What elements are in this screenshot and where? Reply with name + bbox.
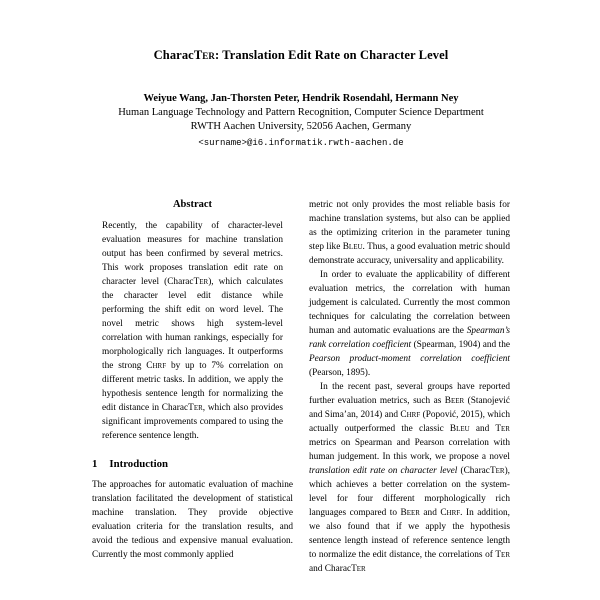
abstract-text: Recently, the capability of character-level evaluation measures for machine translation output has been confirmed by several metrics. This work proposes translation edit rate on character level (CharacTer), which calculates the character level edit distance while performing the shift edit on word level. The novel metric shows high system-level correlation with human rankings, especially for morphologically rich languages. It outperforms the strong Chrf by up to 7% correlation on different metric tasks. In addition, we apply the hypothesis sentence length for normalizing the edit distance in CharacTer, which also provides significant improvements compared to using the reference sentence length. — [102, 221, 283, 441]
body-paragraph: metric not only provides the most reliable basis for machine translation systems, but also can be applied as the optimizing criterion in the parameter tuning step like Bleu. Thus, a good evaluation metric should demonstrate accuracy, universality and applicability. — [309, 200, 510, 266]
left-column — [92, 198, 293, 576]
introduction-paragraph: The approaches for automatic evaluation of machine translation facilitated the development of statistical machine translation. They provide objective evaluation criteria for the translation results, and avoid the tedious and expensive manual evaluation. Currently the most commonly applied — [92, 480, 293, 560]
right-column — [309, 198, 510, 576]
section-number: 1 — [92, 458, 98, 470]
introduction-section — [92, 457, 293, 562]
author-email: <surname>@i6.informatik.rwth-aachen.de — [198, 138, 404, 148]
paper-title: CharacTer: Translation Edit Rate on Character Level — [153, 48, 449, 62]
section-title: Introduction — [109, 458, 169, 470]
abstract-section — [92, 198, 293, 443]
two-column-body — [92, 198, 510, 576]
affiliation-line-1: Human Language Technology and Pattern Recognition, Computer Science Department — [118, 107, 484, 118]
body-paragraph: In the recent past, several groups have reported further evaluation metrics, such as Beer (Stanojević and Sima’an, 2014) and Chrf (Popović, 2015), which actually outperformed the classic Bleu and Ter metrics on Spearman and Pearson correlation with human judgement. In this work, we propose a novel translation edit rate on character level (CharacTer), which achieves a better correlation on the system-level for four different morphologically rich languages compared to Beer and Chrf. In addition, we also found that if we apply the hypothesis sentence length instead of reference sentence length to normalize the edit distance, the correlations of Ter and CharacTer — [309, 382, 511, 574]
affiliation-line-2: RWTH Aachen University, 52056 Aachen, Germany — [190, 121, 412, 132]
body-paragraph: In order to evaluate the applicability of different evaluation metrics, the correlation with human judgement is calculated. Currently the most common techniques for calculating the correlation between human and automatic evaluations are the Spearman’s rank correlation coefficient (Spearman, 1904) and the Pearson product-moment correlation coefficient (Pearson, 1895). — [309, 270, 510, 378]
introduction-heading — [92, 457, 293, 471]
paper-header — [92, 48, 510, 148]
author-list: Weiyue Wang, Jan-Thorsten Peter, Hendrik Rosendahl, Hermann Ney — [143, 93, 459, 104]
abstract-heading: Abstract — [172, 199, 213, 210]
